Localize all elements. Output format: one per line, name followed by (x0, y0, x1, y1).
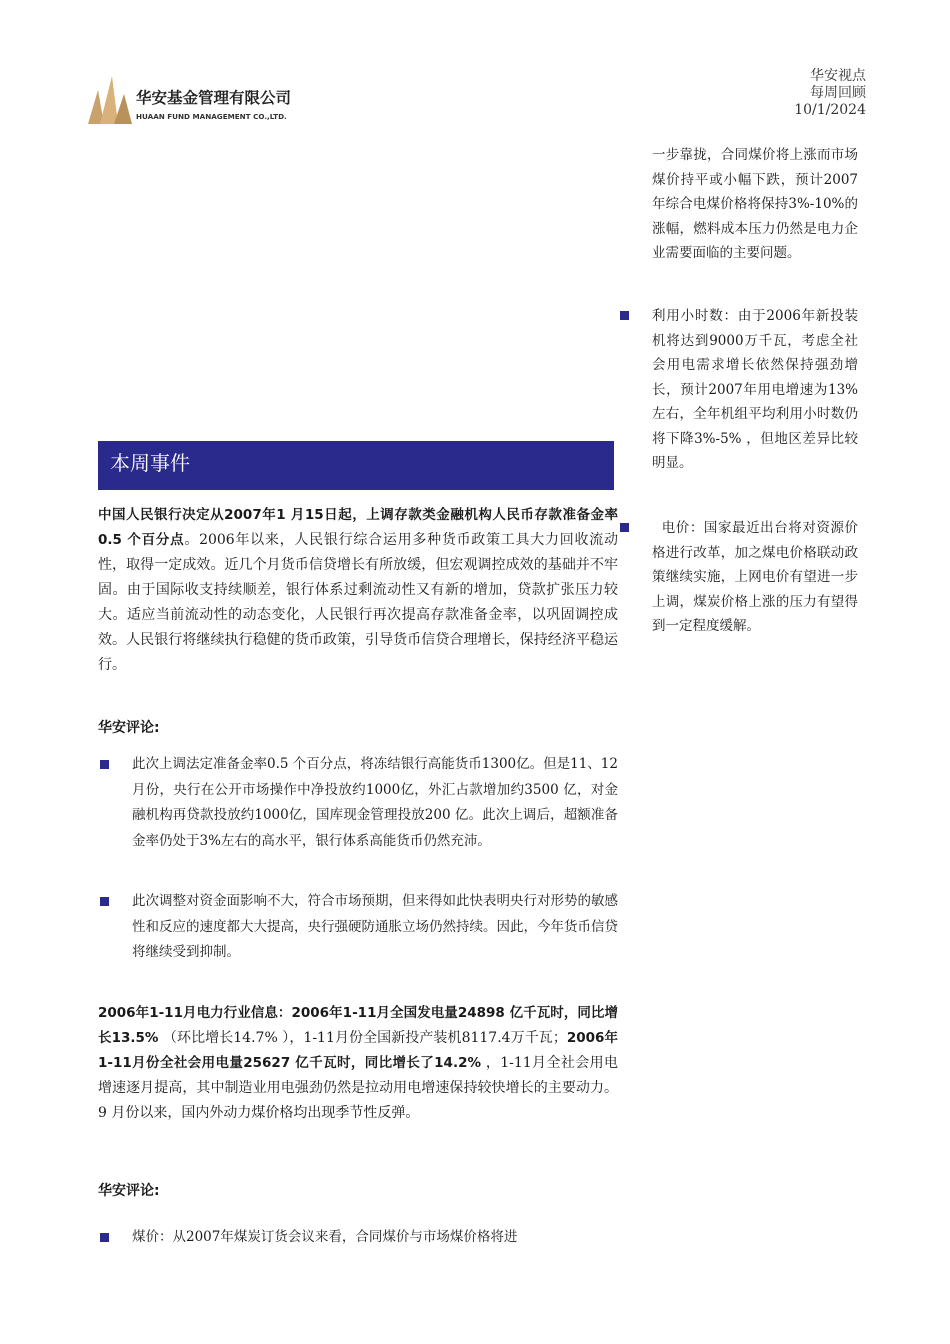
bullet-text: 利用小时数：由于2006年新投装机将达到9000万千瓦，考虑全社会用电需求增长依然保持强劲增长，预计2007年用电增速为13% 左右，全年机组平均利用小时数仍将下降3%-5% ，但地区差异比较明显。 (652, 308, 858, 471)
event-headline: 中国人民银行决定从2007年1 月15日起，上调存款类金融机构人民币存款准备金率0.5 个百分点 (98, 507, 618, 548)
header-date: 10/1/2024 (794, 102, 866, 118)
company-name-en: HUAAN FUND MANAGEMENT CO.,LTD. (136, 112, 287, 121)
list-item (618, 304, 858, 476)
list-item (98, 1225, 618, 1251)
side-continuation (618, 143, 858, 266)
bullet-text: 此次上调法定准备金率0.5 个百分点，将冻结银行高能货币1300亿。但是11、12 月份，央行在公开市场操作中净投放约1000亿，外汇占款增加约3500 亿，对金融机构再贷款投放约1000亿，国库现金管理投放200 亿。此次上调后，超额准备金率仍处于3%左右的高水平，银行体系高能货币仍然充沛。 (132, 756, 618, 849)
bullet-text: 电价：国家最近出台将对资源价格进行改革，加之煤电价格联动政策继续实施，上网电价有望进一步上调，煤炭价格上涨的压力有望得到一定程度缓解。 (652, 520, 859, 634)
header-info (794, 68, 866, 119)
event-paragraph-rrr (98, 503, 618, 678)
section-header-bar (98, 441, 614, 490)
comment-label: 华安评论: (98, 1183, 160, 1199)
bullet-square-icon (100, 760, 109, 769)
event-headline-2: 2006年1-11月份全社会用电量25627 亿千瓦时，同比增长了14.2% (98, 1030, 618, 1071)
event-body: 。2006年以来，人民银行综合运用多种货币政策工具大力回收流动性，取得一定成效。近几个月货币信贷增长有所放缓，但宏观调控成效的基础并不牢固。由于国际收支持续顺差，银行体系过剩流动性又有新的增加，贷款扩张压力较大。适应当前流动性的动态变化，人民银行再次提高存款准备金率，以巩固调控成效。人民银行将继续执行稳健的货币政策，引导货币信贷合理增长，保持经济平稳运行。 (98, 532, 618, 673)
event-body: （环比增长14.7% ），1-11月份全国新投产装机8117.4万千瓦； (158, 1030, 567, 1046)
event-body-2: ，1-11月全社会用电增速逐月提高，其中制造业用电强劲仍然是拉动用电增速保持较快增长的主要动力。9 月份以来，国内外动力煤价格均出现季节性反弹。 (98, 1055, 618, 1121)
company-name-cn: 华安基金管理有限公司 (136, 89, 292, 107)
bullet-square-icon (100, 897, 109, 906)
list-item (98, 889, 618, 966)
list-item (98, 752, 618, 854)
header-series: 华安视点 (810, 68, 866, 84)
comment-label: 华安评论: (98, 720, 160, 736)
huaan-logo-mark-icon (88, 72, 132, 124)
bullet-text: 煤价：从2007年煤炭订货会议来看，合同煤价与市场煤价格将进 (132, 1229, 518, 1245)
company-logo (88, 72, 318, 127)
bullet-square-icon (100, 1233, 109, 1242)
event-headline: 2006年1-11月电力行业信息：2006年1-11月全国发电量24898 亿千瓦时，同比增长13.5% (98, 1005, 618, 1046)
header-column: 每周回顾 (810, 85, 866, 101)
side-text: 一步靠拢，合同煤价将上涨而市场煤价持平或小幅下跌，预计2007年综合电煤价格将保持3%-10%的涨幅，燃料成本压力仍然是电力企业需要面临的主要问题。 (652, 147, 858, 261)
section-title: 本周事件 (110, 451, 190, 475)
bullet-square-icon (620, 523, 629, 532)
list-item (618, 516, 858, 639)
event-paragraph-power (98, 1001, 618, 1126)
bullet-text: 此次调整对资金面影响不大，符合市场预期，但来得如此快表明央行对形势的敏感性和反应的速度都大大提高，央行强硬防通胀立场仍然持续。因此，今年货币信贷将继续受到抑制。 (132, 893, 618, 960)
bullet-square-icon (620, 311, 629, 320)
